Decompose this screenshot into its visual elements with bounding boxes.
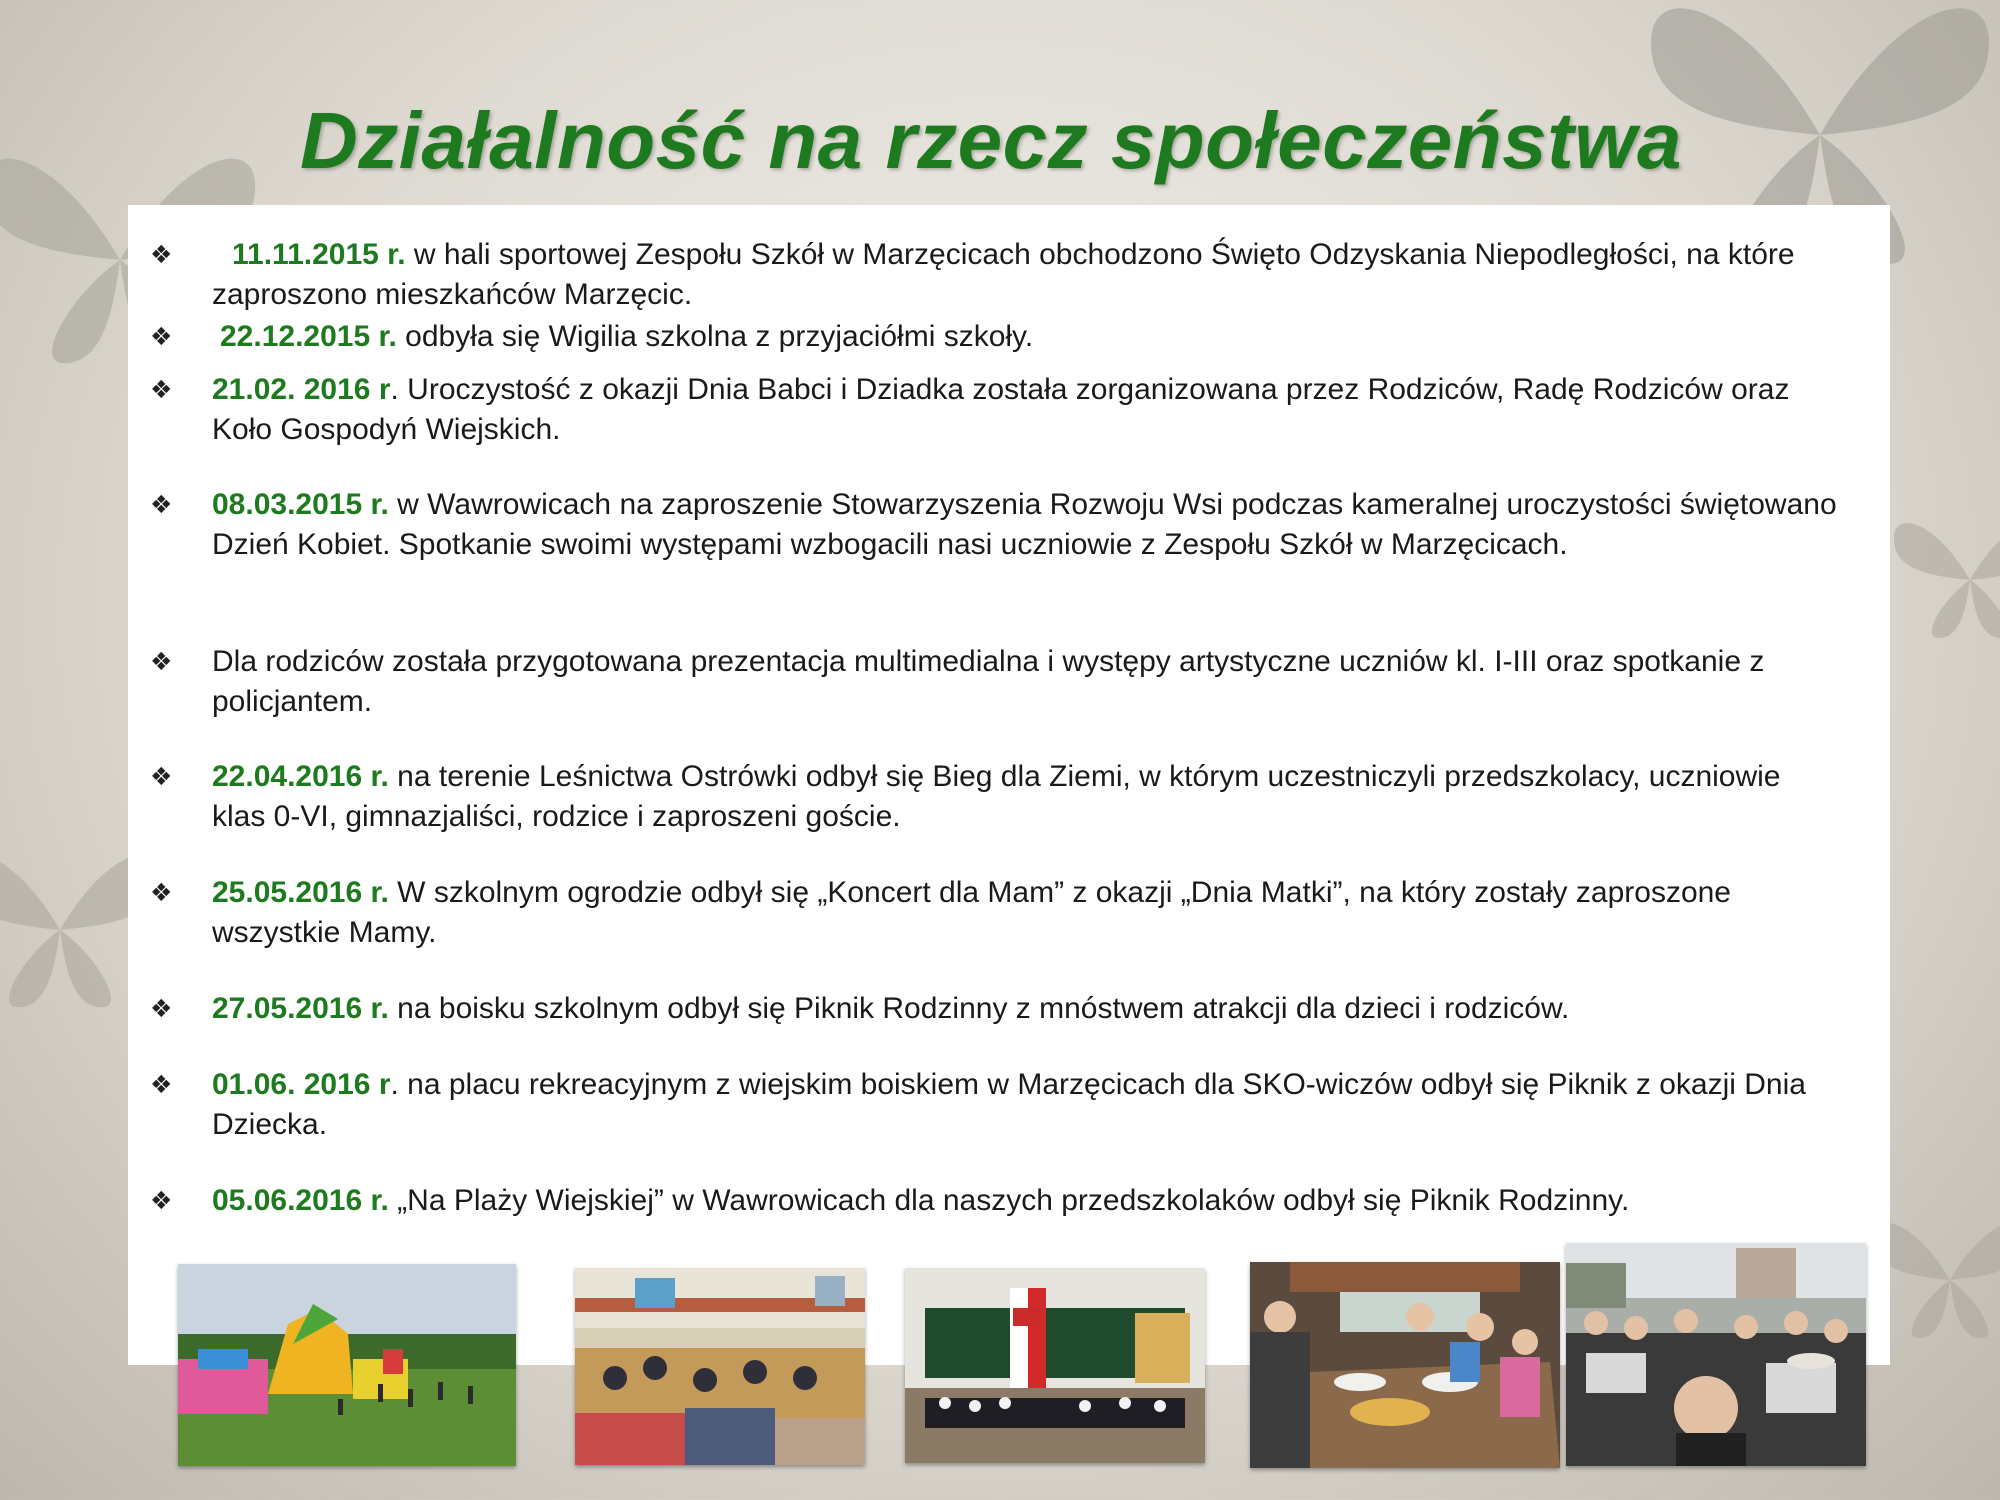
bullet-icon: ❖ <box>150 1070 173 1099</box>
bullet-icon: ❖ <box>150 647 173 676</box>
event-date: 27.05.2016 r. <box>212 992 389 1025</box>
photo-bouncy-castle-picnic <box>178 1264 516 1466</box>
bullet-icon: ❖ <box>150 1186 173 1215</box>
bullet-icon: ❖ <box>150 762 173 791</box>
event-text: . na placu rekreacyjnym z wiejskim boiskiem w Marzęcicach dla SKO-wiczów odbył się Piknik z okazji Dnia Dziecka. <box>212 1068 1806 1141</box>
event-date: 08.03.2015 r. <box>212 488 389 521</box>
event-text: w Wawrowicach na zaproszenie Stowarzyszenia Rozwoju Wsi podczas kameralnej uroczystości świętowano Dzień Kobiet. Spotkanie swoimi występami wzbogacili nasi uczniowie z Zespołu Szkół w Marzęcicach. <box>212 488 1837 561</box>
event-text: na terenie Leśnictwa Ostrówki odbył się Bieg dla Ziemi, w którym uczestniczyli przedszkolacy, uczniowie klas 0-VI, gimnazjaliści, rodzice i zaproszeni goście. <box>212 760 1781 833</box>
bullet-icon: ❖ <box>150 322 173 351</box>
event-date: 22.12.2015 r. <box>220 320 397 353</box>
event-text: Dla rodziców została przygotowana prezentacja multimedialna i występy artystyczne uczniów kl. I-III oraz spotkanie z policjantem. <box>212 645 1765 718</box>
event-text: odbyła się Wigilia szkolna z przyjaciółmi szkoły. <box>396 320 1034 353</box>
photo-pizza-table <box>1250 1262 1560 1468</box>
event-text: „Na Plaży Wiejskiej” w Wawrowicach dla naszych przedszkolaków odbył się Piknik Rodzinny. <box>388 1184 1630 1217</box>
bullet-icon: ❖ <box>150 878 173 907</box>
event-text: w hali sportowej Zespołu Szkół w Marzęcicach obchodzono Święto Odzyskania Niepodległości, na które zaproszono mieszkańców Marzęcic. <box>212 238 1795 311</box>
bullet-icon: ❖ <box>150 375 173 404</box>
event-text: . Uroczystość z okazji Dnia Babci i Dziadka została zorganizowana przez Rodziców, Radę Rodziców oraz Koło Gospodyń Wiejskich. <box>212 373 1790 446</box>
event-text: W szkolnym ogrodzie odbył się „Koncert dla Mam” z okazji „Dnia Matki”, na który zostały zaproszone wszystkie Mamy. <box>212 876 1731 949</box>
event-text: na boisku szkolnym odbył się Piknik Rodzinny z mnóstwem atrakcji dla dzieci i rodziców. <box>388 992 1570 1025</box>
content-panel <box>128 205 1890 1365</box>
photo-school-hall-celebration <box>905 1268 1205 1463</box>
butterfly-decoration-right <box>1880 480 2000 680</box>
bullet-icon: ❖ <box>150 490 173 519</box>
slide-title: Działalność na rzecz społeczeństwa <box>300 96 1682 185</box>
event-date: 05.06.2016 r. <box>212 1184 389 1217</box>
event-date: 22.04.2016 r. <box>212 760 389 793</box>
photo-family-picnic-crowd <box>1566 1243 1866 1466</box>
event-date: 21.02. 2016 r <box>212 373 391 406</box>
event-date: 25.05.2016 r. <box>212 876 389 909</box>
event-date: 11.11.2015 r. <box>232 238 406 271</box>
event-date: 01.06. 2016 r <box>212 1068 391 1101</box>
photo-gym-ceremony <box>575 1268 865 1465</box>
bullet-icon: ❖ <box>150 240 173 269</box>
bullet-icon: ❖ <box>150 994 173 1023</box>
